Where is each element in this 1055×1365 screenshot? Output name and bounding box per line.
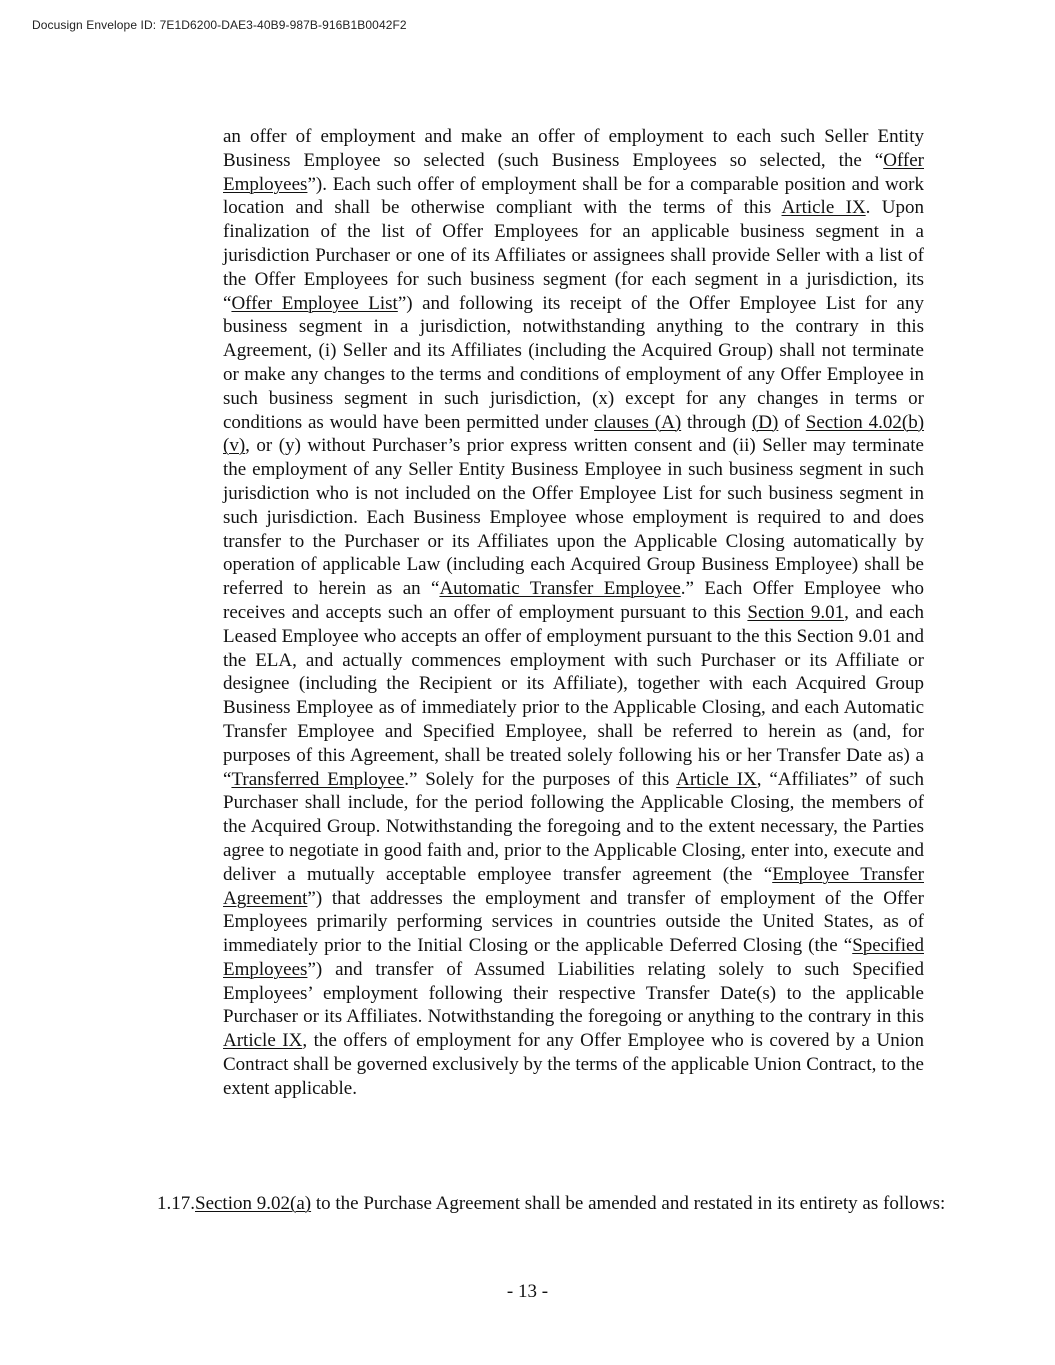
- reference-section-9-02-a: Section 9.02(a): [195, 1193, 312, 1214]
- defined-term-employee-transfer-agreement: Employee Transfer Agreement: [223, 863, 924, 909]
- text-run: through: [681, 411, 752, 433]
- text-run: an offer of employment and make an offer of employment to each such Seller Entity Business Employee so selected (such Business Employees so selected, the “: [223, 126, 924, 171]
- reference-clause-d: (D): [751, 411, 779, 433]
- text-run: ”) and transfer of Assumed Liabilities relating solely to such Specified Employees’ employment following their respective Transfer Date(s) to the applicable Purchaser or its Affiliates. Notwithstanding the foregoing or anything to the contrary in this: [223, 958, 924, 1028]
- defined-term-specified-employees: Specified Employees: [223, 935, 924, 980]
- text-run: . Upon finalization of the list of Offer Employees for an applicable business segment in a jurisdiction Purchaser or one of its Affiliates or assignees shall provide Seller with a list of the Offer Employees for such business segment (for each segment in a jurisdiction, its “: [223, 197, 924, 314]
- reference-section-4-02-b-v: Section 4.02(b)(v): [223, 411, 925, 457]
- reference-article-ix: Article IX: [223, 1030, 303, 1052]
- text-run: .” Each Offer Employee who receives and accepts such an offer of employment pursuant to this: [223, 578, 924, 623]
- reference-article-ix: Article IX: [676, 768, 757, 790]
- reference-section-9-01: Section 9.01: [747, 601, 845, 623]
- defined-term-offer-employee-list: Offer Employee List: [231, 292, 398, 314]
- defined-term-offer-employees: Offer Employees: [223, 149, 924, 195]
- section-number: 1.17.: [157, 1193, 195, 1214]
- reference-article-ix: Article IX: [781, 197, 866, 219]
- text-run: ”) that addresses the employment and transfer of employment of the Offer Employees primarily performing services in countries outside the United States, as of immediately prior to the Initial Closing or the applicable Deferred Closing (the “: [223, 887, 924, 957]
- page-number: - 13 -: [506, 1281, 549, 1302]
- text-run: , and each Leased Employee who accepts an offer of employment pursuant to the this Section 9.01 and the ELA, and actually commences employment with such Purchaser or its Affiliate or designee (including the Recipient or its Affiliate), together with each Acquired Group Business Employee as of immediately prior to the Applicable Closing, and each Automatic Transfer Employee and Specified Employee, shall be referred to herein as (and, for purposes of this Agreement, shall be treated solely following his or her Transfer Date as) a “: [223, 601, 925, 790]
- section-text: to the Purchase Agreement shall be amended and restated in its entirety as follows:: [311, 1193, 946, 1214]
- defined-term-transferred-employee: Transferred Employee: [231, 768, 405, 790]
- text-run: of: [778, 411, 806, 433]
- text-run: .” Solely for the purposes of this: [404, 768, 677, 790]
- text-run: , the offers of employment for any Offer Employee who is covered by a Union Contract shall be governed exclusively by the terms of the applicable Union Contract, to the extent applicable.: [223, 1030, 924, 1099]
- reference-clauses-a: clauses (A): [594, 411, 682, 433]
- body-paragraph: [223, 125, 924, 1101]
- text-run: ”) and following its receipt of the Offer Employee List for any business segment in a jurisdiction, notwithstanding anything to the contrary in this Agreement, (i) Seller and its Affiliates (including the Acquired Group) shall not terminate or make any changes to the terms and conditions of employment of any Offer Employee in such business segment in such jurisdiction, (x) except for any changes in terms or conditions as would have been permitted under: [223, 292, 924, 433]
- text-run: , “Affiliates” of such Purchaser shall include, for the period following the Applicable Closing, the members of the Acquired Group. Notwithstanding the foregoing and to the extent necessary, the Parties agree to negotiate in good faith and, prior to the Applicable Closing, enter into, execute and deliver a mutually acceptable employee transfer agreement (the “: [223, 768, 924, 885]
- text-run: ”). Each such offer of employment shall be for a comparable position and work location and shall be otherwise compliant with the terms of this: [223, 173, 924, 219]
- docusign-envelope-id: Docusign Envelope ID: 7E1D6200-DAE3-40B9-987B-916B1B0042F2: [32, 18, 407, 32]
- defined-term-automatic-transfer-employee: Automatic Transfer Employee: [439, 578, 681, 600]
- section-1-17: [157, 1192, 959, 1216]
- text-run: , or (y) without Purchaser’s prior express written consent and (ii) Seller may terminate the employment of any Seller Entity Business Employee in such business segment in such jurisdiction who is not included on the Offer Employee List for such business segment in such jurisdiction. Each Business Employee whose employment is required to and does transfer to the Purchaser or its Affiliates upon the Applicable Closing automatically by operation of applicable Law (including each Acquired Group Business Employee) shall be referred to herein as an “: [223, 435, 924, 600]
